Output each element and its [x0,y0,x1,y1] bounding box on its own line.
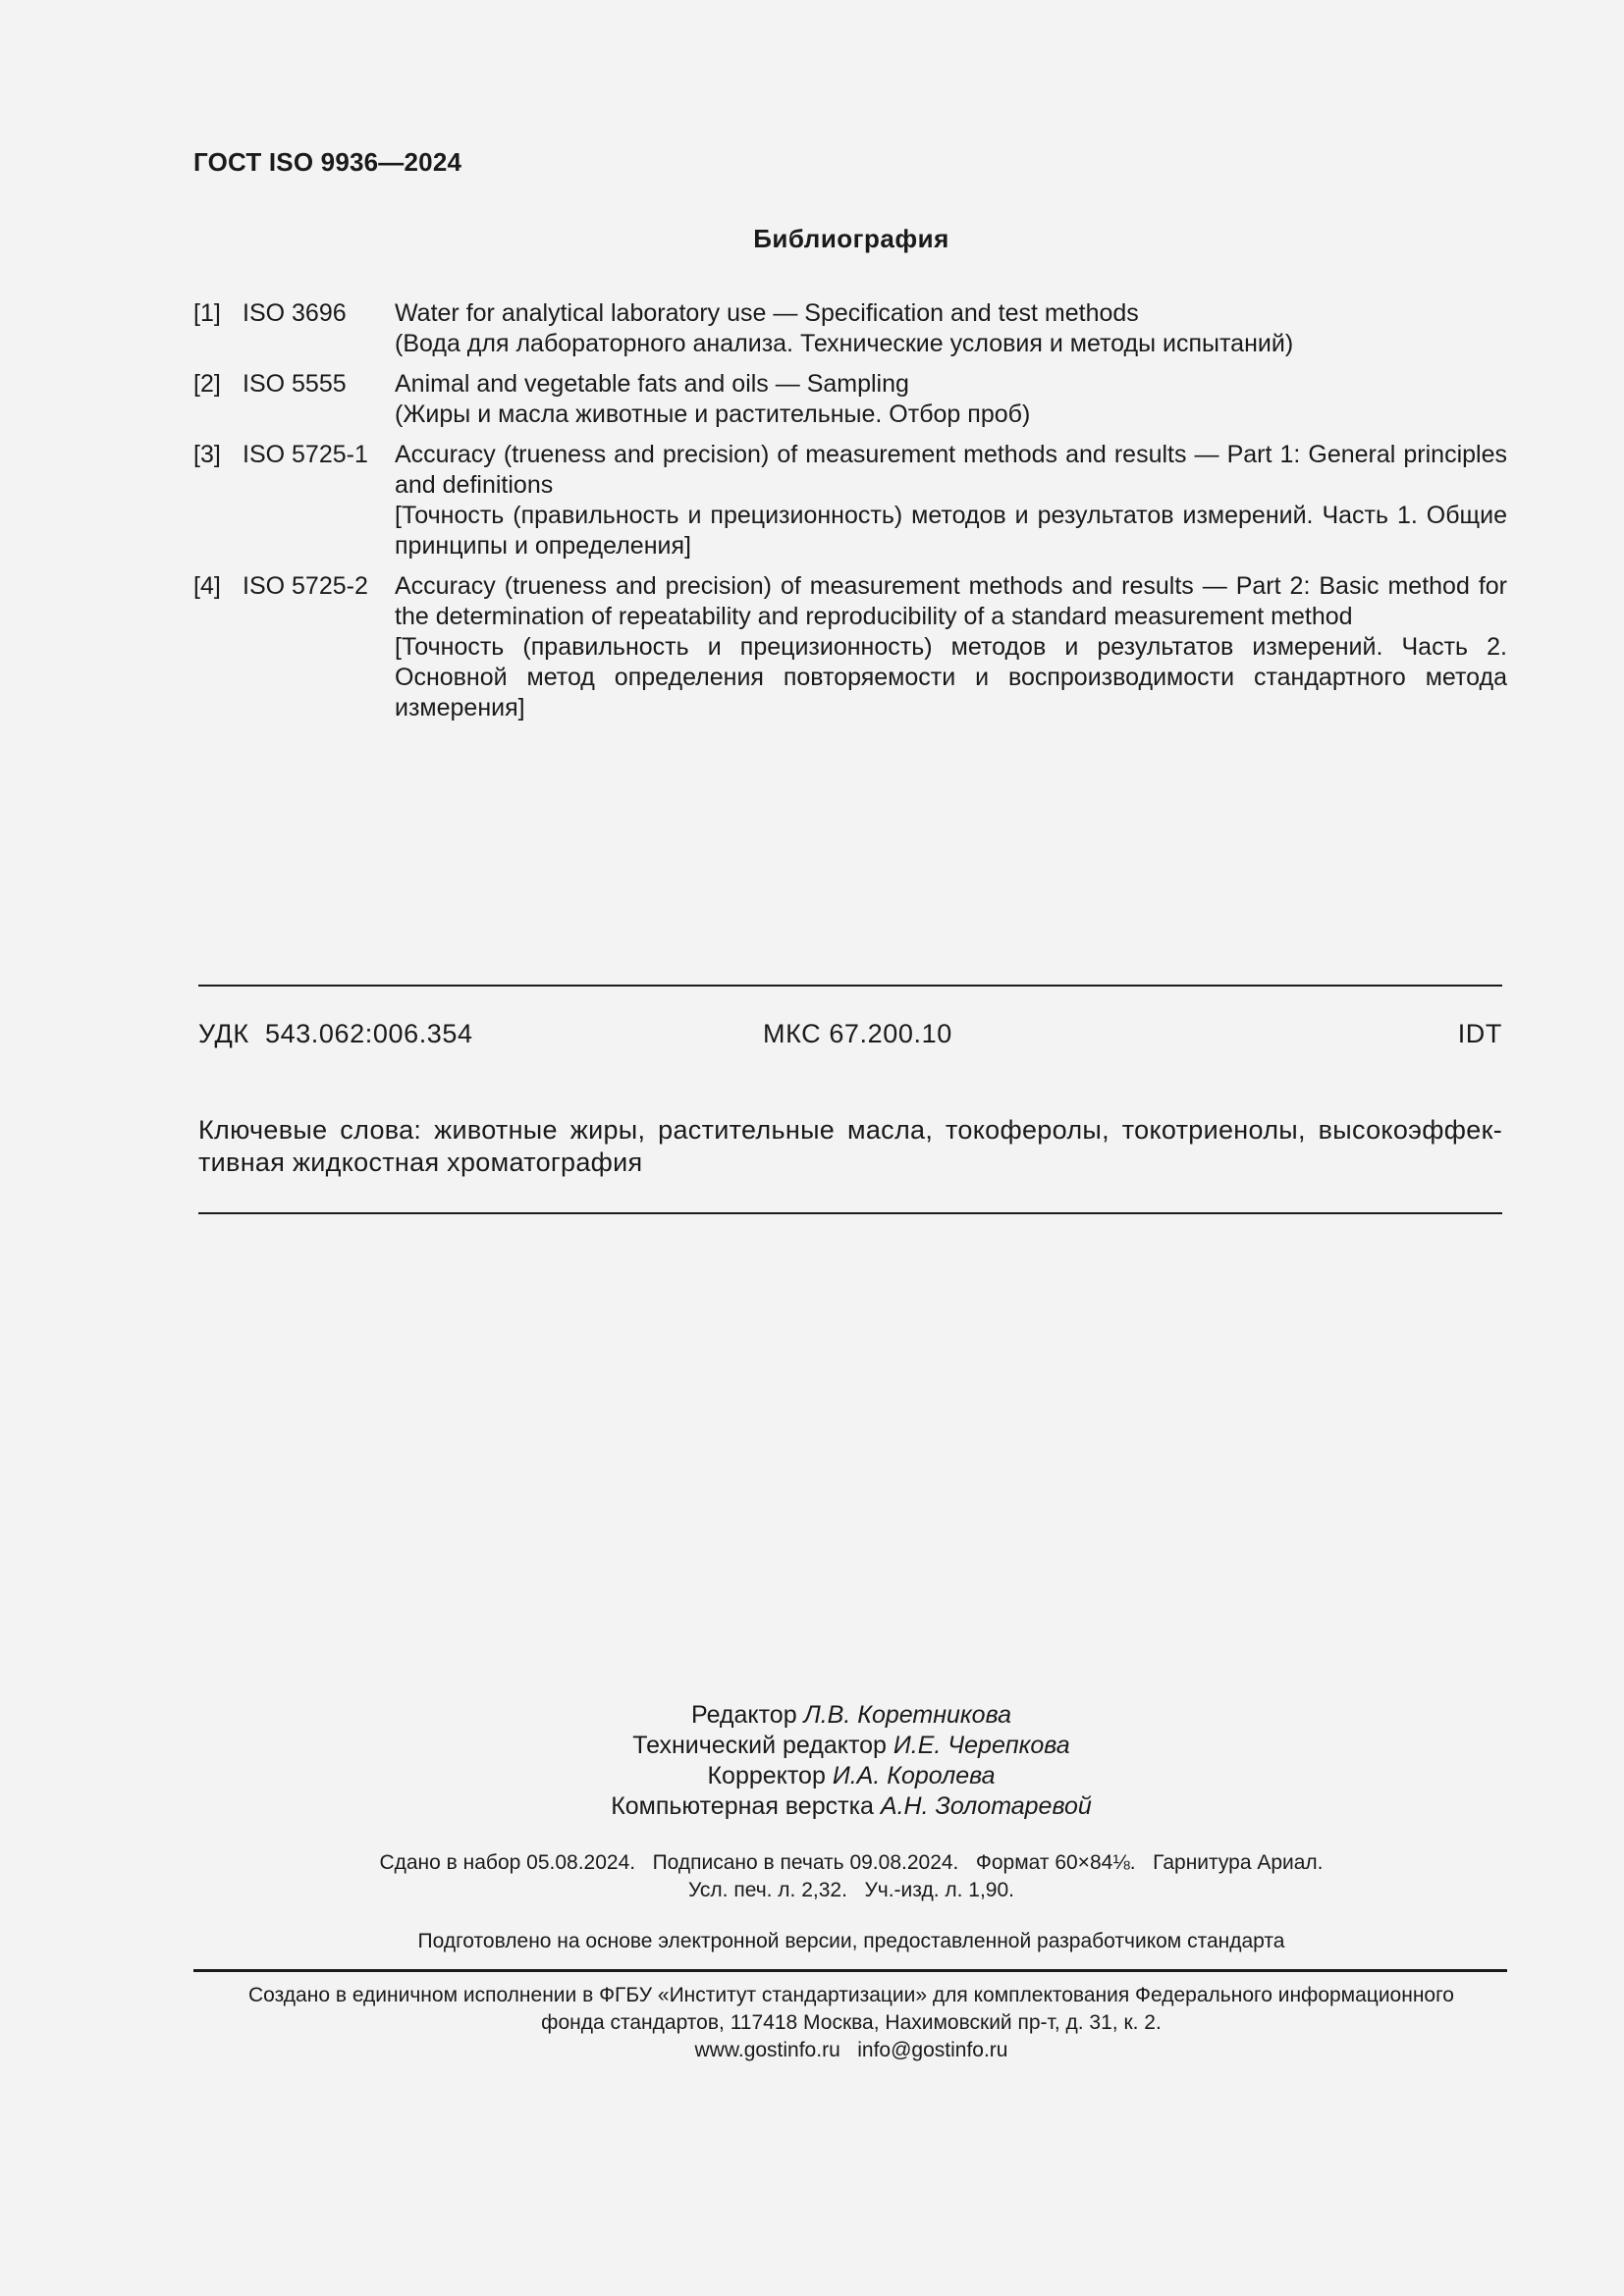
entry-title-ru: (Жиры и масла животные и растительные. Отбор проб) [395,400,1031,428]
entry-title-en: Accuracy (trueness and precision) of measurement methods and results — Part 2: Basic method for the determination of repeatability and reproducibility of a standard measurement method [395,572,1507,630]
entry-description [395,571,1507,723]
document-code: ГОСТ ISO 9936—2024 [193,147,462,177]
bibliography-title: Библиография [753,224,949,253]
footer-line: фонда стандартов, 117418 Москва, Нахимовский пр-т, д. 31, к. 2. [541,2011,1162,2034]
entry-description [395,440,1507,561]
entry-title-ru: [Точность (правильность и прецизионность) методов и результатов измерений. Часть 1. Общие принципы и определения] [395,502,1507,560]
divider-top [198,985,1502,987]
keywords [198,1114,1502,1179]
entry-number: [2] [193,370,221,398]
credits [0,1700,1624,1822]
bibliography-list [193,298,1507,733]
entry-number: [3] [193,441,221,468]
print-info [0,1849,1624,1904]
udc-code: УДК 543.062:006.354 [198,1019,473,1048]
footer-line: Создано в единичном исполнении в ФГБУ «Институт стандартизации» для комплектования Федерального информационного [248,1984,1454,2006]
keywords-line: тивная жидкостная хроматография [198,1148,643,1177]
entry-title-en: Water for analytical laboratory use — Specification and test methods [395,299,1139,327]
entry-standard: ISO 5555 [243,370,347,398]
credit-corrector: Корректор И.А. Королева [707,1762,996,1789]
keywords-line: Ключевые слова: животные жиры, растительные масла, токоферолы, токотриенолы, высокоэффек- [198,1115,1502,1145]
bibliography-entry [193,298,1507,359]
bibliography-entry [193,369,1507,430]
bibliography-entry [193,440,1507,561]
divider-keywords [198,1212,1502,1214]
footer-contacts: www.gostinfo.ru info@gostinfo.ru [694,2039,1008,2061]
prepared-note: Подготовлено на основе электронной версии, предоставленной разработчиком стандарта [417,1930,1285,1952]
entry-title-en: Animal and vegetable fats and oils — Sampling [395,370,909,398]
idt-label: IDT [1457,1019,1502,1048]
entry-title-ru: [Точность (правильность и прецизионность) методов и результатов измерений. Часть 2. Основной метод определения повторяемости и воспроизводимости стандартного метода измерения] [395,633,1507,721]
entry-title-ru: (Вода для лабораторного анализа. Технические условия и методы испытаний) [395,330,1294,357]
entry-standard: ISO 5725-1 [243,441,368,468]
entry-description [395,369,1507,430]
credit-tech-editor: Технический редактор И.Е. Черепкова [632,1732,1070,1759]
entry-standard: ISO 5725-2 [243,572,368,600]
publisher-footer [0,1982,1624,2064]
print-info-line: Усл. печ. л. 2,32. Уч.-изд. л. 1,90. [687,1879,1014,1901]
entry-title-en: Accuracy (trueness and precision) of measurement methods and results — Part 1: General principles and definitions [395,441,1507,499]
entry-number: [1] [193,299,221,327]
divider-footer [193,1969,1507,1972]
bibliography-entry [193,571,1507,723]
credit-layout: Компьютерная верстка А.Н. Золотаревой [611,1792,1092,1820]
entry-standard: ISO 3696 [243,299,347,327]
entry-number: [4] [193,572,221,600]
credit-editor: Редактор Л.В. Коретникова [691,1701,1011,1729]
mks-code: МКС 67.200.10 [763,1019,952,1048]
entry-description [395,298,1507,359]
print-info-line: Сдано в набор 05.08.2024. Подписано в печать 09.08.2024. Формат 60×84⅛. Гарнитура Ариал. [379,1851,1324,1874]
